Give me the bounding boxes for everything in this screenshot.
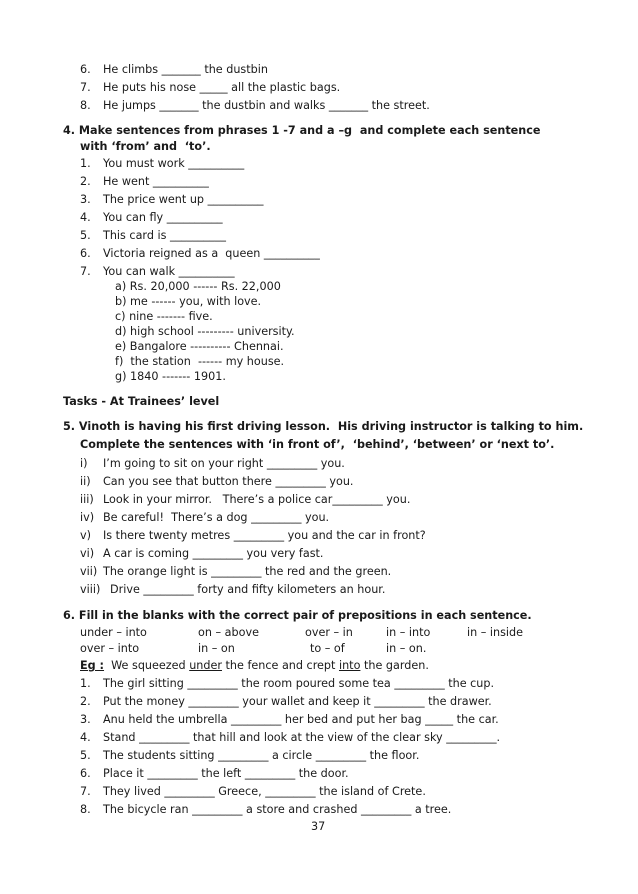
q4-option: a) Rs. 20,000 ------ Rs. 22,000 (115, 280, 281, 293)
q5-heading: 5. Vinoth is having his first driving lesson. His driving instructor is talking to him. (63, 420, 584, 433)
q4-item: You can fly __________ (103, 211, 223, 224)
q6-item-num: 5. (80, 749, 91, 762)
q4-heading-cont: with ‘from’ and ‘to’. (80, 140, 211, 153)
q4-item-num: 6. (80, 247, 91, 260)
q6-item: The girl sitting _________ the room poured some tea _________ the cup. (103, 677, 495, 690)
q6-item-num: 2. (80, 695, 91, 708)
example-word: into (338, 659, 361, 672)
q4-item-num: 3. (80, 193, 91, 206)
q6-item: The students sitting _________ a circle _________ the floor. (103, 749, 420, 762)
q6-item: They lived _________ Greece, _________ the island of Crete. (103, 785, 426, 798)
q5-item-num: ii) (80, 475, 91, 488)
q4-item: You must work __________ (103, 157, 245, 170)
q5-heading-cont: Complete the sentences with ‘in front of’, ‘behind’, ‘between’ or ‘next to’. (80, 438, 555, 451)
q4-item: You can walk __________ (103, 265, 235, 278)
q4-item: The price went up __________ (103, 193, 264, 206)
q4-item-num: 2. (80, 175, 91, 188)
list-item: He puts his nose _____ all the plastic bags. (103, 81, 341, 94)
example-word: under (189, 659, 222, 672)
q5-item: Drive _________ forty and fifty kilometers an hour. (110, 583, 386, 596)
q5-item-num: iii) (80, 493, 94, 506)
preposition-pair: in – on (198, 642, 235, 655)
example-text: We squeezed (111, 659, 190, 672)
q5-item: I’m going to sit on your right _________ you. (103, 457, 345, 470)
q5-item: Can you see that button there _________ you. (103, 475, 354, 488)
q5-item: Is there twenty metres _________ you and the car in front? (103, 529, 426, 542)
q6-item-num: 6. (80, 767, 91, 780)
q5-item: Be careful! There’s a dog _________ you. (103, 511, 330, 524)
preposition-pair: over – into (80, 642, 140, 655)
q6-item-num: 8. (80, 803, 91, 816)
q6-heading: 6. Fill in the blanks with the correct pair of prepositions in each sentence. (63, 609, 532, 622)
preposition-pair: in – inside (467, 626, 524, 639)
example-line (80, 659, 429, 673)
q4-option: d) high school --------- university. (115, 325, 295, 338)
q6-item-num: 4. (80, 731, 91, 744)
q4-option: e) Bangalore ---------- Chennai. (115, 340, 284, 353)
q4-option: c) nine ------- five. (115, 310, 213, 323)
list-item: He climbs _______ the dustbin (103, 63, 268, 76)
q6-item: Put the money _________ your wallet and keep it _________ the drawer. (103, 695, 492, 708)
q4-item: Victoria reigned as a queen __________ (103, 247, 320, 260)
preposition-pair: over – in (305, 626, 353, 639)
q6-item: Stand _________ that hill and look at the view of the clear sky _________. (103, 731, 501, 744)
q6-item-num: 1. (80, 677, 91, 690)
q4-option: f) the station ------ my house. (115, 355, 285, 368)
list-item-num: 7. (80, 81, 91, 94)
q5-item-num: vii) (80, 565, 98, 578)
preposition-pair: to – of (310, 642, 345, 655)
q4-item-num: 4. (80, 211, 91, 224)
q6-item: Anu held the umbrella _________ her bed and put her bag _____ the car. (103, 713, 499, 726)
example-label: Eg : (80, 659, 105, 672)
q5-item-num: iv) (80, 511, 95, 524)
q4-item-num: 5. (80, 229, 91, 242)
preposition-pair: in – on. (386, 642, 427, 655)
q4-item: He went __________ (103, 175, 209, 188)
q5-item: The orange light is _________ the red and the green. (103, 565, 392, 578)
q5-item-num: viii) (80, 583, 101, 596)
q4-item: This card is __________ (103, 229, 226, 242)
page-number: 37 (311, 820, 326, 833)
q6-item: The bicycle ran _________ a store and crashed _________ a tree. (103, 803, 452, 816)
q6-item: Place it _________ the left _________ the door. (103, 767, 349, 780)
q5-item: Look in your mirror. There’s a police car_________ you. (103, 493, 411, 506)
q4-heading: 4. Make sentences from phrases 1 -7 and a –g and complete each sentence (63, 124, 541, 137)
example-text: the fence and crept (221, 659, 339, 672)
list-item-num: 6. (80, 63, 91, 76)
example-text: the garden. (360, 659, 429, 672)
q5-item-num: vi) (80, 547, 95, 560)
q4-option: g) 1840 ------- 1901. (115, 370, 226, 383)
preposition-pair: under – into (80, 626, 147, 639)
tasks-heading: Tasks - At Trainees’ level (63, 395, 220, 408)
q5-item: A car is coming _________ you very fast. (103, 547, 324, 560)
q5-item-num: v) (80, 529, 91, 542)
list-item: He jumps _______ the dustbin and walks _______ the street. (103, 99, 430, 112)
list-item-num: 8. (80, 99, 91, 112)
q4-option: b) me ------ you, with love. (115, 295, 262, 308)
q6-item-num: 3. (80, 713, 91, 726)
q6-item-num: 7. (80, 785, 91, 798)
q4-item-num: 1. (80, 157, 91, 170)
preposition-pair: in – into (386, 626, 431, 639)
q4-item-num: 7. (80, 265, 91, 278)
q5-item-num: i) (80, 457, 88, 470)
preposition-pair: on – above (198, 626, 259, 639)
